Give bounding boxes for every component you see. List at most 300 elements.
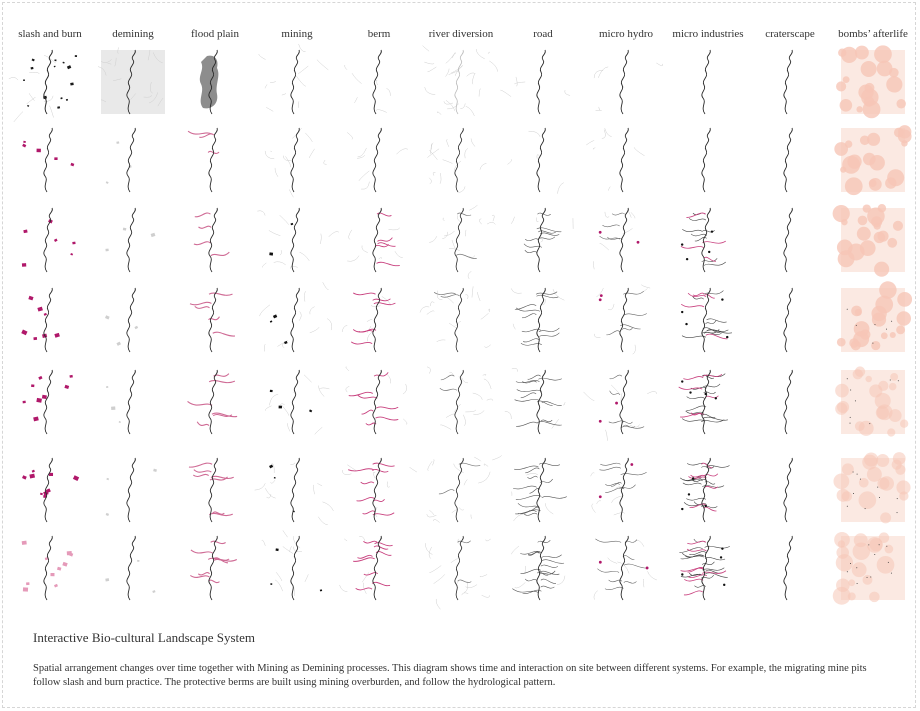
ghost-line [437,340,446,342]
cell-drawing [429,50,493,114]
bomb-crater [880,512,891,523]
bomb-crater [874,45,892,63]
ghost-line [361,182,369,190]
patch-mark [22,263,26,267]
branch-line [373,299,391,301]
patch-mark [62,562,67,567]
ghost-line [484,379,491,389]
patch-mark [111,406,115,410]
branch-line [440,388,457,390]
ghost-line [466,106,475,116]
ghost-line [540,238,543,242]
branch-line [537,295,559,298]
patch-mark [40,493,43,496]
dot-mark [681,380,683,382]
bomb-crater [845,177,863,195]
cell-drawing [18,288,82,352]
dot-mark [890,380,891,381]
patch-mark [270,390,273,392]
branch-line [517,390,542,392]
river-line [291,208,300,272]
dot-mark [599,298,602,301]
dot-mark [850,417,851,418]
patch-mark [31,67,34,70]
dot-mark [615,402,618,405]
bomb-crater [854,533,868,547]
ghost-line [465,148,468,158]
ghost-line [282,405,289,415]
ghost-line [647,571,656,580]
bomb-crater [890,373,898,381]
ghost-line [425,543,432,554]
cell-demining-row-2 [101,128,165,192]
ghost-line [269,230,280,235]
ghost-line [371,306,380,307]
cell-micro-industries-row-2 [676,128,740,192]
cell-drawing [429,458,493,522]
column-header-micro-hydro: micro hydro [598,28,654,40]
branch-line [516,422,537,426]
patch-mark [106,478,109,480]
cell-bombs-afterlife-row-6 [841,458,905,522]
patch-mark [116,342,121,346]
dot-mark [857,583,858,584]
cell-drawing [511,288,575,352]
bomb-crater [887,428,895,436]
branch-line [686,406,706,411]
patch-mark [26,582,29,585]
bomb-crater [876,406,889,419]
ghost-line [481,313,489,319]
ghost-line [656,63,662,66]
cell-road-row-7 [511,536,575,600]
river-line [620,370,629,434]
cell-bombs-afterlife-row-1 [841,50,905,114]
cell-drawing [347,370,411,434]
column-header-demining: demining [112,28,154,40]
branch-line [542,560,564,564]
ghost-line [489,61,497,72]
ghost-line [462,593,469,595]
dot-mark [874,554,875,555]
cell-micro-industries-row-7 [676,536,740,600]
branch-line [522,314,536,318]
cell-river-diversion-row-6 [429,458,493,522]
ghost-line [304,375,312,383]
branch-line [527,476,537,478]
patch-mark [75,55,77,57]
bomb-crater [834,532,850,548]
branch-line [195,213,211,217]
bomb-crater [864,452,878,466]
bomb-crater [887,238,897,248]
ghost-line [432,460,434,466]
patch-mark [67,65,71,69]
ghost-line [271,151,272,152]
dot-mark [720,556,722,558]
patch-mark [273,314,277,318]
river-line [291,370,300,434]
ghost-line [354,97,357,103]
river-line [44,50,53,114]
cell-drawing [841,288,905,352]
branch-line [375,417,398,420]
ghost-line [403,419,407,424]
ghost-line [310,307,315,315]
patch-mark [134,326,138,329]
branch-line [679,387,703,389]
ghost-line [437,291,442,300]
ghost-line [511,492,512,496]
bomb-crater [836,578,850,592]
ghost-line [367,319,372,321]
ghost-line [513,514,524,521]
cell-drawing [101,128,165,192]
branch-line [514,466,538,470]
bomb-crater [853,369,863,379]
ghost-line [403,384,407,394]
bomb-crater [858,216,868,226]
dot-mark [723,584,725,586]
cell-river-diversion-row-4 [429,288,493,352]
ghost-line [429,510,434,515]
ghost-line [537,218,539,222]
ghost-line [309,149,314,158]
cell-drawing [183,50,247,114]
column-header-craterscape: craterscape [765,28,815,40]
cell-drawing [511,536,575,600]
patch-mark [270,320,273,322]
cell-drawing [183,458,247,522]
ghost-line [429,236,437,242]
patch-mark [37,149,41,153]
bomb-crater [836,546,849,559]
ghost-line [280,215,289,225]
ghost-line [387,374,391,383]
ghost-line [269,394,278,405]
ghost-line [427,514,437,517]
branch-line [188,131,212,134]
river-line [702,536,711,600]
patch-mark [54,59,56,61]
patch-mark [73,475,79,481]
cell-drawing [347,128,411,192]
ghost-line [270,81,275,83]
ghost-line [423,46,429,52]
cell-drawing [101,536,165,600]
branch-line [457,541,470,543]
river-line [373,370,382,434]
ghost-line [641,285,650,289]
ghost-line [29,72,39,73]
ghost-line [488,52,489,53]
cell-drawing [347,50,411,114]
ghost-line [449,70,459,75]
cell-drawing [18,370,82,434]
ghost-line [310,327,319,333]
cell-micro-hydro-row-7 [594,536,658,600]
ghost-line [388,228,399,230]
dot-mark [686,258,688,260]
branch-line [209,293,232,295]
patch-mark [151,233,156,237]
ghost-line [359,171,370,181]
patch-mark [106,181,109,184]
patch-mark [276,548,279,551]
ghost-line [525,566,526,574]
branch-line [357,395,377,398]
ghost-line [329,232,339,237]
ghost-line [584,392,595,401]
branch-line [703,568,725,571]
bomb-crater [860,329,870,339]
ghost-line [479,89,481,97]
dot-mark [705,505,707,507]
branch-line [541,565,558,568]
cell-drawing [101,288,165,352]
cell-bombs-afterlife-row-7 [841,536,905,600]
ghost-line [327,319,332,331]
ghost-line [420,307,429,313]
branch-line [539,328,559,332]
river-line [209,208,218,272]
branch-line [606,331,619,335]
cell-micro-hydro-row-4 [594,288,658,352]
ghost-line [440,173,441,184]
cell-drawing [841,208,905,272]
cell-river-diversion-row-3 [429,208,493,272]
dot-mark [726,336,728,338]
ghost-line [260,305,270,316]
ghost-line [602,130,606,139]
cell-drawing [758,370,822,434]
ghost-line [593,147,595,149]
river-line [291,458,300,522]
dot-mark [870,577,871,578]
cell-drawing [18,536,82,600]
bomb-crater [845,140,852,147]
cell-drawing [265,288,329,352]
branch-line [686,213,705,217]
branch-line [441,375,455,380]
cell-drawing [101,458,165,522]
ghost-line [484,345,490,348]
river-line [44,370,53,434]
ghost-line [285,156,290,167]
cell-slash-and-burn-row-4 [18,288,82,352]
cell-drawing [18,458,82,522]
dot-mark [879,544,880,545]
bomb-crater [860,135,870,145]
ghost-line [633,345,636,354]
cell-micro-hydro-row-3 [594,208,658,272]
river-line [127,370,136,434]
dot-mark [688,493,690,495]
cell-river-diversion-row-1 [429,50,493,114]
branch-line [190,575,209,577]
branch-line [459,463,480,466]
branch-line [540,233,559,236]
ghost-line [410,467,417,472]
cell-drawing [594,458,658,522]
ghost-line [296,76,305,86]
ghost-line [287,423,290,431]
cell-craterscape-row-1 [758,50,822,114]
branch-line [624,313,646,315]
cell-drawing [265,370,329,434]
patch-mark [309,409,312,412]
dot-mark [600,294,603,297]
branch-line [689,218,706,220]
dot-mark [855,400,856,401]
ghost-line [362,573,369,583]
patch-mark [67,551,72,555]
ghost-line [643,579,644,587]
cell-drawing [18,50,82,114]
branch-line [513,486,537,489]
branch-line [209,317,220,320]
branch-line [376,262,399,265]
patch-mark [284,341,288,344]
branch-line [702,241,725,243]
branch-line [373,499,384,501]
dot-mark [853,493,854,494]
branch-line [681,555,705,559]
branch-line [199,134,213,138]
branch-line [374,546,388,549]
branch-line [521,393,536,398]
cell-micro-industries-row-6 [676,458,740,522]
dot-mark [599,231,602,234]
river-line [291,536,300,600]
patch-mark [23,587,28,591]
cell-micro-industries-row-4 [676,288,740,352]
ghost-line [346,367,349,371]
bomb-crater [857,227,871,241]
ghost-line [283,546,293,553]
ghost-line [262,263,266,267]
branch-line [542,401,562,405]
bomb-crater [878,381,888,391]
ghost-line [440,425,451,430]
bomb-crater [881,332,888,339]
patch-mark [23,401,26,404]
branch-line [687,549,706,551]
ghost-line [346,386,349,392]
ghost-line [375,507,377,517]
patch-mark [105,578,109,581]
branch-line [348,469,374,471]
bomb-crater [859,491,877,509]
ghost-line [376,110,387,113]
cell-drawing [265,208,329,272]
cell-drawing [347,288,411,352]
ghost-line [451,66,462,72]
ghost-line [290,463,295,465]
cell-demining-row-4 [101,288,165,352]
ghost-line [480,575,487,577]
ghost-line [290,546,292,552]
bomb-crater [869,179,877,187]
ghost-line [600,243,609,250]
branch-line [194,242,211,245]
dot-mark [711,230,713,232]
ghost-line [465,230,466,236]
cell-slash-and-burn-row-1 [18,50,82,114]
ghost-line [473,393,483,400]
ghost-line [427,311,435,315]
ghost-line [318,483,322,485]
dot-mark [850,563,851,564]
branch-line [189,463,212,467]
cell-flood-plain-row-1 [183,50,247,114]
branch-line [516,308,540,311]
cell-drawing [429,536,493,600]
ghost-line [454,464,464,473]
cell-drawing [758,536,822,600]
branch-line [541,586,555,588]
ghost-line [487,399,493,401]
branch-line [191,550,213,553]
bomb-crater [877,556,895,574]
cell-berm-row-7 [347,536,411,600]
river-line [702,458,711,522]
ghost-line [362,246,368,253]
patch-mark [54,333,60,338]
bomb-crater [848,579,855,586]
cell-drawing [841,50,905,114]
patch-mark [270,583,272,585]
ghost-line [463,415,465,426]
dot-mark [897,512,898,513]
cell-river-diversion-row-2 [429,128,493,192]
cell-drawing [676,458,740,522]
branch-line [702,414,715,417]
branch-line [357,498,375,501]
ghost-line [608,187,610,191]
cell-drawing [676,288,740,352]
river-line [784,536,793,600]
branch-line [705,294,715,298]
patch-mark [42,395,47,399]
cell-drawing [101,370,165,434]
branch-line [351,342,372,344]
cell-demining-row-6 [101,458,165,522]
branch-line [190,302,211,304]
patch-mark [116,141,119,143]
dot-mark [886,329,887,330]
ghost-line [468,271,471,279]
cell-road-row-5 [511,370,575,434]
ghost-line [545,503,553,514]
dot-mark [599,561,602,564]
bomb-crater [889,383,897,391]
ghost-line [290,266,297,269]
ghost-line [591,473,595,477]
ghost-line [9,77,18,80]
ghost-line [324,160,327,164]
branch-line [198,573,209,575]
patch-mark [54,239,58,242]
ghost-line [526,473,538,475]
patch-mark [36,398,42,403]
ghost-line [275,168,278,177]
cell-flood-plain-row-3 [183,208,247,272]
branch-line [681,246,704,248]
cell-berm-row-3 [347,208,411,272]
patch-mark [153,469,157,472]
ghost-line [474,457,481,461]
